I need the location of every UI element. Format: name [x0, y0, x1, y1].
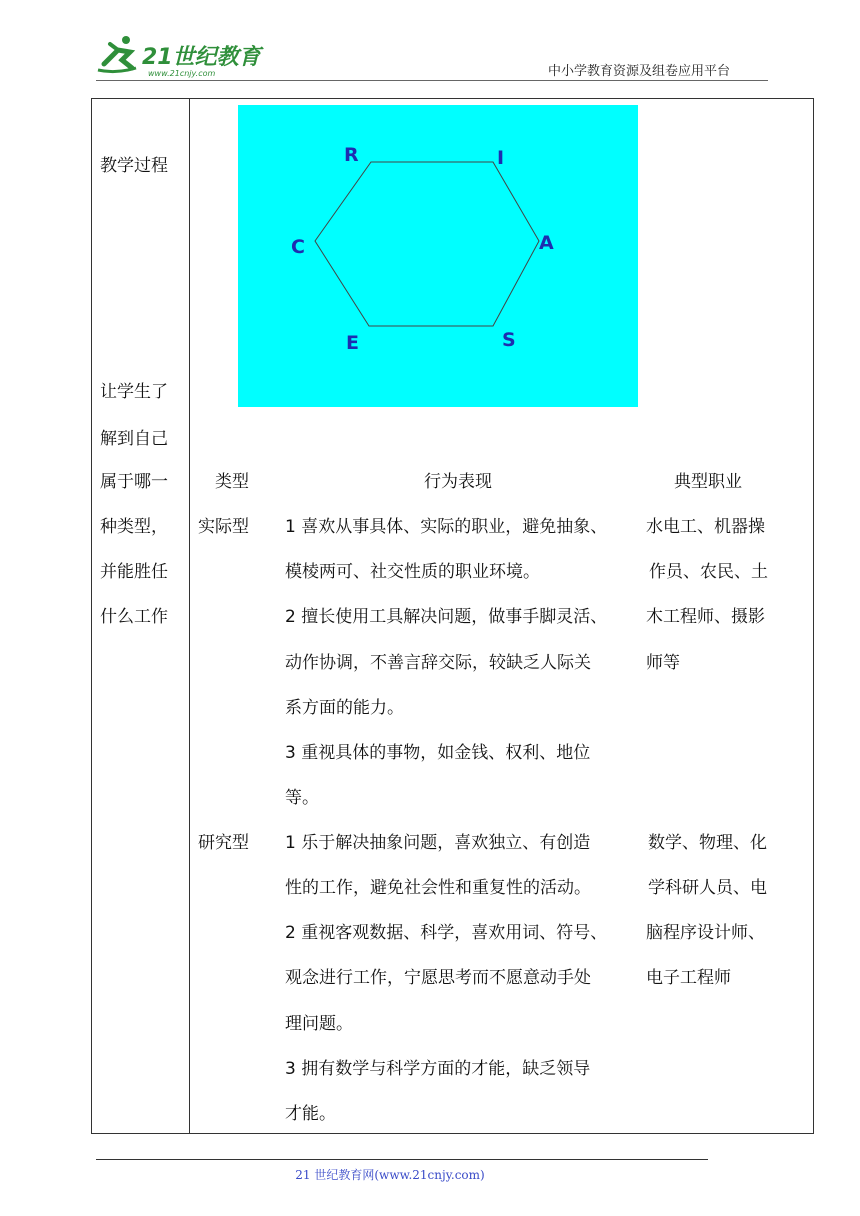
footer-divider	[96, 1159, 708, 1160]
career-line: 作员、农民、土	[649, 562, 768, 582]
objective-line: 并能胜任	[100, 562, 168, 582]
label-A: A	[539, 232, 554, 254]
logo-url: www.21cnjy.com	[148, 69, 216, 78]
label-S: S	[502, 329, 516, 351]
riasec-hexagon-diagram	[238, 105, 638, 407]
career-line: 师等	[646, 653, 680, 673]
behavior-line: 模棱两可、社交性质的职业环境。	[285, 562, 540, 582]
header-divider	[96, 80, 768, 81]
objective-line: 种类型，	[100, 517, 168, 537]
career-line: 学科研人员、电	[648, 878, 767, 898]
header-behavior: 行为表现	[424, 472, 492, 492]
footer-link[interactable]: 21 世纪教育网(www.21cnjy.com)	[295, 1168, 485, 1182]
behavior-line: 才能。	[285, 1104, 336, 1124]
type-investigative: 研究型	[198, 833, 249, 853]
behavior-line: 系方面的能力。	[285, 698, 404, 718]
objective-line: 让学生了	[100, 382, 168, 402]
platform-title: 中小学教育资源及组卷应用平台	[548, 64, 731, 79]
behavior-line: 理问题。	[285, 1014, 353, 1034]
behavior-line: 观念进行工作，宁愿思考而不愿意动手处	[285, 968, 591, 988]
header-career: 典型职业	[674, 472, 742, 492]
header-type: 类型	[215, 472, 249, 492]
behavior-line: 性的工作，避免社会性和重复性的活动。	[285, 878, 591, 898]
objective-line: 什么工作	[100, 607, 168, 627]
behavior-line: 3 拥有数学与科学方面的才能，缺乏领导	[285, 1059, 591, 1079]
career-line: 木工程师、摄影	[646, 607, 765, 627]
career-line: 电子工程师	[646, 968, 731, 988]
objective-line: 属于哪一	[100, 472, 168, 492]
site-logo	[96, 34, 266, 80]
table-column-divider	[189, 98, 190, 1134]
behavior-line: 1 乐于解决抽象问题，喜欢独立、有创造	[285, 833, 591, 853]
behavior-line: 动作协调，不善言辞交际，较缺乏人际关	[285, 653, 591, 673]
type-realistic: 实际型	[198, 517, 249, 537]
career-line: 水电工、机器操	[646, 517, 765, 537]
behavior-line: 等。	[285, 788, 319, 808]
section-label: 教学过程	[100, 156, 168, 176]
behavior-line: 2 擅长使用工具解决问题，做事手脚灵活、	[285, 607, 608, 627]
logo-text: 21世纪教育	[142, 45, 261, 70]
behavior-line: 3 重视具体的事物，如金钱、权利、地位	[285, 743, 591, 763]
label-E: E	[346, 332, 359, 354]
label-C: C	[291, 236, 305, 258]
behavior-line: 1 喜欢从事具体、实际的职业，避免抽象、	[285, 517, 608, 537]
objective-line: 解到自己	[100, 429, 168, 449]
career-line: 脑程序设计师、	[646, 923, 765, 943]
label-I: I	[497, 147, 505, 169]
label-R: R	[344, 144, 359, 166]
behavior-line: 2 重视客观数据、科学，喜欢用词、符号、	[285, 923, 608, 943]
career-line: 数学、物理、化	[648, 833, 767, 853]
